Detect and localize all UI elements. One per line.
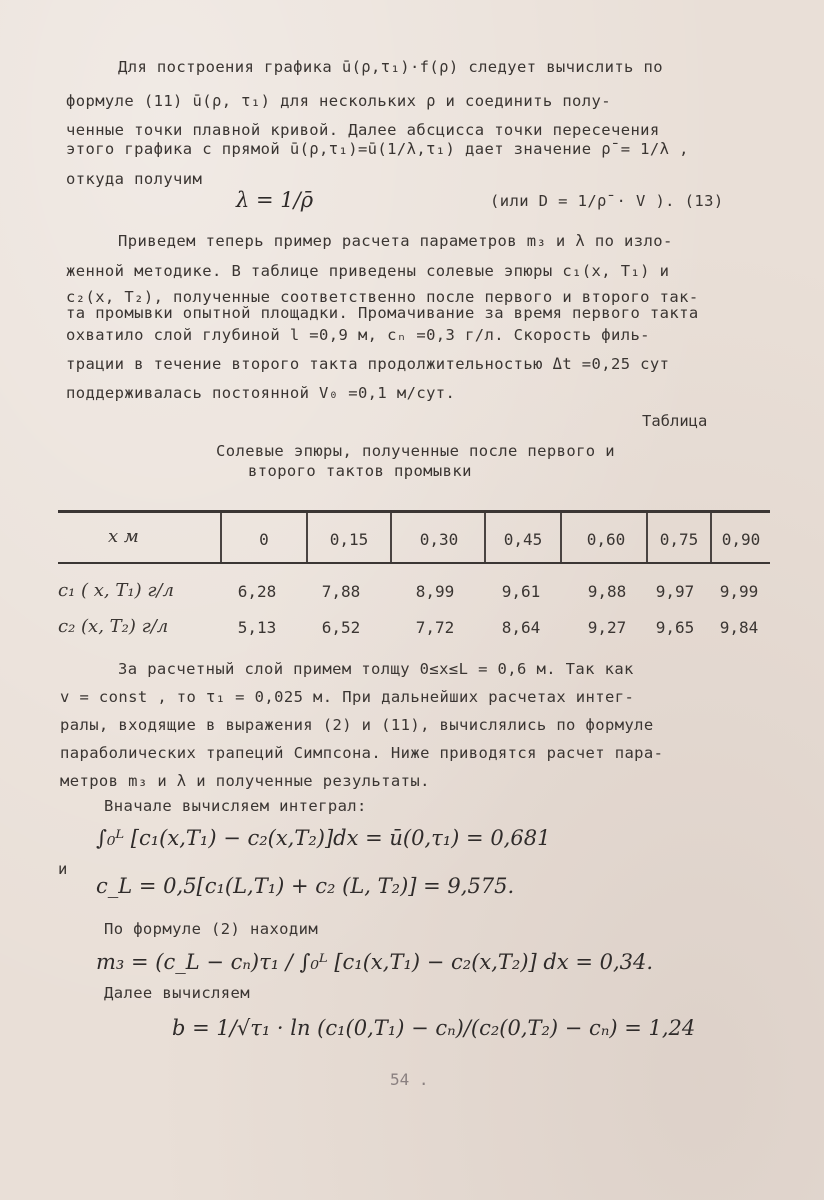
equation-13-right: (или D = 1/ρ̄ · V ). (13) xyxy=(490,192,724,210)
table-header-cell: 0,60 xyxy=(586,530,626,549)
table-cell: 9,27 xyxy=(587,618,627,637)
b-formula: b = 1/√τ₁ · ln (c₁(0,T₁) − cₙ)/(c₂(0,T₂) − cₙ) = 1,24 xyxy=(172,1016,696,1040)
table-divider xyxy=(390,513,392,562)
table-caption-line-1: Солевые эпюры, полученные после первого и xyxy=(216,442,616,460)
table-cell: 8,64 xyxy=(501,618,541,637)
table-cell: 7,72 xyxy=(415,618,455,637)
integral-formula: ∫₀ᴸ [c₁(x,T₁) − c₂(x,T₂)]dx = ū(0,τ₁) = 0,681 xyxy=(96,826,551,850)
table-header-cell: 0,90 xyxy=(721,530,761,549)
table-cell: 5,13 xyxy=(237,618,277,637)
page-number: 54 . xyxy=(390,1070,429,1089)
paragraph3-line-5: метров m₃ и λ и полученные результаты. xyxy=(60,772,430,790)
table-cell: 9,88 xyxy=(587,582,627,601)
table-cell: 9,99 xyxy=(719,582,759,601)
table-row-label: c₁ ( x, T₁) г/л xyxy=(58,580,174,601)
formula2-intro-text: По формуле (2) находим xyxy=(104,920,319,938)
table-cell: 9,97 xyxy=(655,582,695,601)
conjunction-i: и xyxy=(58,860,68,878)
table-header-cell: 0 xyxy=(259,530,269,549)
equation-13-left: λ = 1/ρ̄ xyxy=(236,188,314,212)
table-caption-line-2: второго тактов промывки xyxy=(248,462,472,480)
table-top-rule xyxy=(58,510,770,513)
paragraph1-line-2: формуле (11) ū(ρ, τ₁) для нескольких ρ и соединить полу- xyxy=(66,92,611,110)
table-cell: 9,65 xyxy=(655,618,695,637)
table-cell: 7,88 xyxy=(321,582,361,601)
table-label: Таблица xyxy=(642,412,708,430)
table-header-label: x м xyxy=(108,526,139,547)
paragraph2-line-6: трации в течение второго такта продолжительностью Δt =0,25 сут xyxy=(66,355,670,373)
paragraph3-line-2: v = const , то τ₁ = 0,025 м. При дальнейших расчетах интег- xyxy=(60,688,635,706)
table-cell: 8,99 xyxy=(415,582,455,601)
paragraph1-line-1: Для построения графика ū(ρ,τ₁)·f(ρ) следует вычислить по xyxy=(118,58,663,76)
table-header-cell: 0,30 xyxy=(419,530,459,549)
table-cell: 6,28 xyxy=(237,582,277,601)
paragraph2-line-2: женной методике. В таблице приведены солевые эпюры c₁(x, T₁) и xyxy=(66,262,670,280)
table-divider xyxy=(484,513,486,562)
m3-formula: m₃ = (c_L − cₙ)τ₁ / ∫₀ᴸ [c₁(x,T₁) − c₂(x,T₂)] dx = 0,34. xyxy=(96,950,654,974)
c-l-formula: c_L = 0,5[c₁(L,T₁) + c₂ (L, T₂)] = 9,575. xyxy=(96,874,515,898)
paragraph2-line-1: Приведем теперь пример расчета параметров m₃ и λ по изло- xyxy=(118,232,673,250)
table-divider xyxy=(306,513,308,562)
table-cell: 9,61 xyxy=(501,582,541,601)
next-intro-text: Далее вычисляем xyxy=(104,984,250,1002)
paragraph2-line-4: та промывки опытной площадки. Промачивание за время первого такта xyxy=(66,304,699,322)
paragraph1-line-5: откуда получим xyxy=(66,170,203,188)
table-row-label: c₂ (x, T₂) г/л xyxy=(58,616,169,637)
paragraph1-line-3: ченные точки плавной кривой. Далее абсцисса точки пересечения xyxy=(66,121,660,139)
table-divider xyxy=(220,513,222,562)
table-header-cell: 0,75 xyxy=(659,530,699,549)
paragraph2-line-3: c₂(x, T₂), полученные соответственно после первого и второго так- xyxy=(66,288,699,306)
paragraph3-line-1: За расчетный слой примем толщу 0≤x≤L = 0,6 м. Так как xyxy=(118,660,634,678)
table-header-rule xyxy=(58,562,770,564)
table-cell: 9,84 xyxy=(719,618,759,637)
paragraph2-line-7: поддерживалась постоянной V₀ =0,1 м/сут. xyxy=(66,384,456,402)
paragraph3-line-3: ралы, входящие в выражения (2) и (11), вычислялись по формуле xyxy=(60,716,654,734)
paragraph2-line-5: охватило слой глубиной l =0,9 м, cₙ =0,3 г/л. Скорость филь- xyxy=(66,326,650,344)
table-cell: 6,52 xyxy=(321,618,361,637)
paragraph3-line-4: параболических трапеций Симпсона. Ниже приводятся расчет пара- xyxy=(60,744,664,762)
table-header-cell: 0,45 xyxy=(503,530,543,549)
paragraph3-line-6: Вначале вычисляем интеграл: xyxy=(104,797,367,815)
paragraph1-line-4: этого графика с прямой ū(ρ,τ₁)=ū(1/λ,τ₁) дает значение ρ̄ = 1/λ , xyxy=(66,140,689,158)
table-divider xyxy=(560,513,562,562)
table-header-cell: 0,15 xyxy=(329,530,369,549)
